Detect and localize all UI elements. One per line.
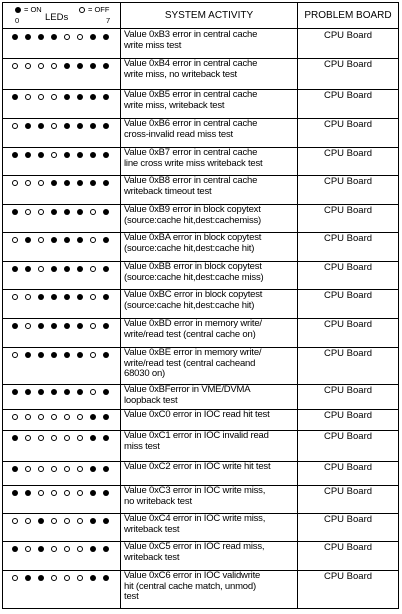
table-row <box>3 430 398 461</box>
row-divider <box>3 409 398 410</box>
led-on-icon <box>38 323 44 329</box>
problem-board: CPU Board <box>323 486 373 497</box>
led-on-icon <box>103 237 109 243</box>
led-on-icon <box>103 490 109 496</box>
table-row <box>3 513 398 541</box>
row-divider <box>3 485 398 486</box>
led-off-icon <box>51 575 57 581</box>
led-on-icon <box>25 123 31 129</box>
table-row <box>3 541 398 570</box>
led-status-table <box>2 2 399 609</box>
led-pattern <box>12 209 112 217</box>
led-on-icon <box>77 123 83 129</box>
led-on-icon <box>64 352 70 358</box>
led-on-icon <box>77 94 83 100</box>
row-divider <box>3 430 398 431</box>
led-off-icon <box>12 414 18 420</box>
activity-description: Value 0xB4 error in central cache write miss, no writeback test <box>124 58 258 80</box>
led-off-icon <box>51 435 57 441</box>
led-on-icon <box>51 352 57 358</box>
led-on-icon <box>90 94 96 100</box>
led-off-icon <box>12 180 18 186</box>
led-on-icon <box>38 518 44 524</box>
led-on-icon <box>90 34 96 40</box>
leds-label: LEDs <box>45 12 69 23</box>
row-divider <box>3 147 398 148</box>
led-on-icon <box>64 266 70 272</box>
led-on-icon <box>90 180 96 186</box>
led-on-icon <box>51 180 57 186</box>
problem-board: CPU Board <box>323 59 373 70</box>
led-on-icon <box>64 63 70 69</box>
led-on-icon <box>64 323 70 329</box>
problem-board: CPU Board <box>323 90 373 101</box>
led-on-icon <box>64 123 70 129</box>
led-on-icon <box>77 389 83 395</box>
led-pattern <box>12 266 112 274</box>
row-divider <box>3 347 398 348</box>
led-on-icon <box>64 209 70 215</box>
led-pattern <box>12 180 112 188</box>
problem-board: CPU Board <box>323 410 373 421</box>
led-off-icon <box>38 490 44 496</box>
activity-description: Value 0xBC error in block copytest (source:cache hit,dest:cache hit) <box>124 289 263 311</box>
led-pattern <box>12 237 112 245</box>
led-pattern <box>12 490 112 498</box>
row-divider <box>3 58 398 59</box>
activity-description: Value 0xBB error in block copytest (source:cache hit,dest:cache miss) <box>124 261 264 283</box>
led-off-icon <box>51 466 57 472</box>
table-row <box>3 384 398 409</box>
led-off-icon <box>12 294 18 300</box>
led-on-icon <box>103 123 109 129</box>
table-row <box>3 409 398 430</box>
led-on-icon <box>90 575 96 581</box>
led-off-icon <box>64 518 70 524</box>
led-on-icon <box>25 266 31 272</box>
led-off-icon <box>51 94 57 100</box>
led-pattern <box>12 323 112 331</box>
led-on-icon <box>64 389 70 395</box>
table-row <box>3 175 398 204</box>
led-on-icon <box>103 575 109 581</box>
led-on-icon <box>38 294 44 300</box>
led-off-icon <box>64 414 70 420</box>
led-off-icon <box>38 209 44 215</box>
led-on-icon <box>12 266 18 272</box>
led-off-icon <box>25 546 31 552</box>
row-divider <box>3 204 398 205</box>
led-pattern <box>12 546 112 554</box>
problem-board: CPU Board <box>323 571 373 582</box>
led-off-icon <box>12 575 18 581</box>
led-off-icon <box>25 63 31 69</box>
led-on-icon <box>25 389 31 395</box>
led-on-icon <box>12 34 18 40</box>
led-on-icon <box>12 323 18 329</box>
led-on-icon <box>38 546 44 552</box>
led-off-icon <box>90 209 96 215</box>
led-header <box>3 3 120 29</box>
activity-description: Value 0xB8 error in central cache writeback timeout test <box>124 175 258 197</box>
led-pattern <box>12 123 112 131</box>
led-off-icon <box>90 237 96 243</box>
led-off-icon <box>64 546 70 552</box>
led-off-icon <box>90 352 96 358</box>
problem-board: CPU Board <box>323 385 373 396</box>
led-off-icon <box>25 414 31 420</box>
row-divider <box>3 261 398 262</box>
led-off-icon <box>12 63 18 69</box>
led-on-icon <box>77 237 83 243</box>
led-off-icon <box>25 94 31 100</box>
row-divider <box>3 89 398 90</box>
activity-description: Value 0xBA error in block copytest (source:cache hit,dest:cache hit) <box>124 232 262 254</box>
led-on-icon <box>64 294 70 300</box>
led-off-icon <box>51 152 57 158</box>
led-on-icon <box>51 323 57 329</box>
led-on-icon <box>25 490 31 496</box>
led-on-icon <box>90 518 96 524</box>
led-on-icon <box>12 389 18 395</box>
led-off-icon <box>51 63 57 69</box>
led-on-icon <box>51 294 57 300</box>
led-on-icon <box>12 490 18 496</box>
problem-board: CPU Board <box>323 233 373 244</box>
last-led-index: 7 <box>106 16 111 25</box>
led-off-icon <box>38 180 44 186</box>
led-on-icon <box>103 34 109 40</box>
led-off-icon <box>64 575 70 581</box>
led-on-icon <box>103 152 109 158</box>
led-pattern <box>12 352 112 360</box>
led-on-legend-icon <box>15 7 21 13</box>
led-off-icon <box>38 466 44 472</box>
problem-board: CPU Board <box>323 176 373 187</box>
led-off-icon <box>77 34 83 40</box>
table-row <box>3 289 398 318</box>
led-on-icon <box>103 63 109 69</box>
problem-board: CPU Board <box>323 148 373 159</box>
led-off-icon <box>25 294 31 300</box>
led-on-icon <box>103 294 109 300</box>
led-on-icon <box>77 352 83 358</box>
activity-description: Value 0xBE error in memory write/ write/read test (central cacheand 68030 on) <box>124 347 262 379</box>
first-led-index: 0 <box>15 16 20 25</box>
problem-board: CPU Board <box>323 319 373 330</box>
led-on-icon <box>90 152 96 158</box>
led-off-icon <box>12 352 18 358</box>
led-off-icon <box>38 94 44 100</box>
led-on-icon <box>77 294 83 300</box>
led-on-icon <box>103 466 109 472</box>
activity-description: Value 0xC1 error in IOC invalid read miss test <box>124 430 269 452</box>
led-off-icon <box>25 518 31 524</box>
led-on-icon <box>12 209 18 215</box>
led-off-icon <box>51 546 57 552</box>
led-on-icon <box>12 435 18 441</box>
led-pattern <box>12 389 112 397</box>
led-on-icon <box>77 323 83 329</box>
led-off-icon <box>25 209 31 215</box>
led-on-icon <box>38 389 44 395</box>
led-off-icon <box>12 237 18 243</box>
problem-board: CPU Board <box>323 431 373 442</box>
led-on-icon <box>25 352 31 358</box>
led-off-icon <box>51 123 57 129</box>
led-on-icon <box>51 209 57 215</box>
led-on-icon <box>90 63 96 69</box>
led-pattern <box>12 294 112 302</box>
led-on-icon <box>64 94 70 100</box>
led-on-icon <box>90 466 96 472</box>
led-off-icon <box>12 518 18 524</box>
led-off-icon <box>64 466 70 472</box>
led-on-icon <box>103 414 109 420</box>
led-on-icon <box>25 575 31 581</box>
led-pattern <box>12 34 112 42</box>
led-on-icon <box>51 34 57 40</box>
led-pattern <box>12 152 112 160</box>
led-on-icon <box>64 237 70 243</box>
activity-description: Value 0xC3 error in IOC write miss, no writeback test <box>124 485 266 507</box>
activity-description: Value 0xC0 error in IOC read hit test <box>124 409 270 420</box>
led-off-icon <box>38 266 44 272</box>
led-on-icon <box>25 152 31 158</box>
led-off-icon <box>77 414 83 420</box>
led-on-icon <box>103 389 109 395</box>
led-off-icon <box>77 575 83 581</box>
activity-description: Value 0xB7 error in central cache line cross write miss writeback test <box>124 147 263 169</box>
led-off-icon <box>77 546 83 552</box>
led-off-icon <box>77 518 83 524</box>
legend-off-label: = OFF <box>88 5 110 14</box>
table-row <box>3 118 398 147</box>
problem-board: CPU Board <box>323 119 373 130</box>
row-divider <box>3 318 398 319</box>
problem-board-header: PROBLEM BOARD <box>304 10 392 21</box>
problem-board: CPU Board <box>323 542 373 553</box>
led-pattern <box>12 63 112 71</box>
led-on-icon <box>77 209 83 215</box>
led-pattern <box>12 575 112 583</box>
led-pattern <box>12 518 112 526</box>
activity-description: Value 0xB9 error in block copytext (source:cache hit,dest:cachemiss) <box>124 204 262 226</box>
activity-description: Value 0xBD error in memory write/ write/read test (central cache on) <box>124 318 262 340</box>
led-on-icon <box>38 34 44 40</box>
activity-description: Value 0xC6 error in IOC validwrite hit (central cache match, unmod) test <box>124 570 261 602</box>
table-row <box>3 147 398 175</box>
table-row <box>3 204 398 232</box>
led-on-icon <box>103 209 109 215</box>
led-on-icon <box>103 518 109 524</box>
row-divider <box>3 461 398 462</box>
led-on-icon <box>64 152 70 158</box>
led-on-icon <box>103 435 109 441</box>
table-row <box>3 261 398 289</box>
led-off-icon <box>64 435 70 441</box>
led-on-icon <box>77 266 83 272</box>
led-on-icon <box>77 180 83 186</box>
led-off-icon <box>51 518 57 524</box>
led-on-icon <box>64 180 70 186</box>
system-activity-header: SYSTEM ACTIVITY <box>164 10 254 21</box>
led-off-icon <box>90 389 96 395</box>
problem-board: CPU Board <box>323 205 373 216</box>
table-row <box>3 570 398 608</box>
row-divider <box>3 232 398 233</box>
led-off-icon <box>38 435 44 441</box>
led-on-icon <box>103 323 109 329</box>
led-off-icon <box>12 123 18 129</box>
activity-description: Value 0xB5 error in central cache write miss, writeback test <box>124 89 258 111</box>
led-on-icon <box>38 575 44 581</box>
table-row <box>3 318 398 347</box>
led-off-icon <box>77 435 83 441</box>
led-off-icon <box>64 34 70 40</box>
problem-board: CPU Board <box>323 348 373 359</box>
activity-description: Value 0xBFerror in VME/DVMA loopback test <box>124 384 251 406</box>
led-off-icon <box>25 180 31 186</box>
table-row <box>3 461 398 485</box>
activity-description: Value 0xC5 error in IOC read miss, writeback test <box>124 541 265 563</box>
row-divider <box>3 118 398 119</box>
row-divider <box>3 541 398 542</box>
led-off-icon <box>77 490 83 496</box>
led-pattern <box>12 414 112 422</box>
table-row <box>3 58 398 89</box>
activity-description: Value 0xB3 error in central cache write miss test <box>124 29 258 51</box>
led-off-icon <box>90 323 96 329</box>
led-off-icon <box>25 435 31 441</box>
led-on-icon <box>38 152 44 158</box>
row-divider <box>3 513 398 514</box>
led-on-icon <box>12 546 18 552</box>
table-row <box>3 347 398 384</box>
problem-board: CPU Board <box>323 30 373 41</box>
led-on-icon <box>90 546 96 552</box>
led-off-icon <box>38 414 44 420</box>
led-on-icon <box>51 389 57 395</box>
problem-board: CPU Board <box>323 514 373 525</box>
led-on-icon <box>12 466 18 472</box>
led-on-icon <box>90 435 96 441</box>
led-off-icon <box>51 414 57 420</box>
led-off-legend-icon <box>79 7 85 13</box>
table-row <box>3 29 398 58</box>
led-on-icon <box>103 94 109 100</box>
problem-board: CPU Board <box>323 262 373 273</box>
led-pattern <box>12 435 112 443</box>
table-row <box>3 89 398 118</box>
problem-board: CPU Board <box>323 290 373 301</box>
activity-description: Value 0xB6 error in central cache cross-invalid read miss test <box>124 118 258 140</box>
led-off-icon <box>64 490 70 496</box>
row-divider <box>3 289 398 290</box>
led-on-icon <box>90 414 96 420</box>
led-on-icon <box>77 152 83 158</box>
led-on-icon <box>12 94 18 100</box>
led-on-icon <box>25 237 31 243</box>
activity-description: Value 0xC4 error in IOC write miss, writeback test <box>124 513 266 535</box>
row-divider <box>3 384 398 385</box>
led-on-icon <box>103 266 109 272</box>
led-off-icon <box>25 466 31 472</box>
led-off-icon <box>90 294 96 300</box>
table-row <box>3 232 398 261</box>
activity-description: Value 0xC2 error in IOC write hit test <box>124 461 271 472</box>
led-on-icon <box>90 123 96 129</box>
led-on-icon <box>51 237 57 243</box>
row-divider <box>3 175 398 176</box>
led-off-icon <box>90 266 96 272</box>
table-row <box>3 485 398 513</box>
led-pattern <box>12 466 112 474</box>
led-on-icon <box>51 266 57 272</box>
row-divider <box>3 570 398 571</box>
led-off-icon <box>38 237 44 243</box>
problem-board: CPU Board <box>323 462 373 473</box>
led-on-icon <box>103 352 109 358</box>
led-pattern <box>12 94 112 102</box>
legend-on-label: = ON <box>24 5 42 14</box>
led-on-icon <box>103 180 109 186</box>
led-off-icon <box>77 466 83 472</box>
led-on-icon <box>38 123 44 129</box>
led-off-icon <box>25 323 31 329</box>
led-on-icon <box>103 546 109 552</box>
led-off-icon <box>38 63 44 69</box>
led-off-icon <box>51 490 57 496</box>
led-on-icon <box>12 152 18 158</box>
led-on-icon <box>90 490 96 496</box>
led-on-icon <box>25 34 31 40</box>
led-on-icon <box>77 63 83 69</box>
led-on-icon <box>38 352 44 358</box>
